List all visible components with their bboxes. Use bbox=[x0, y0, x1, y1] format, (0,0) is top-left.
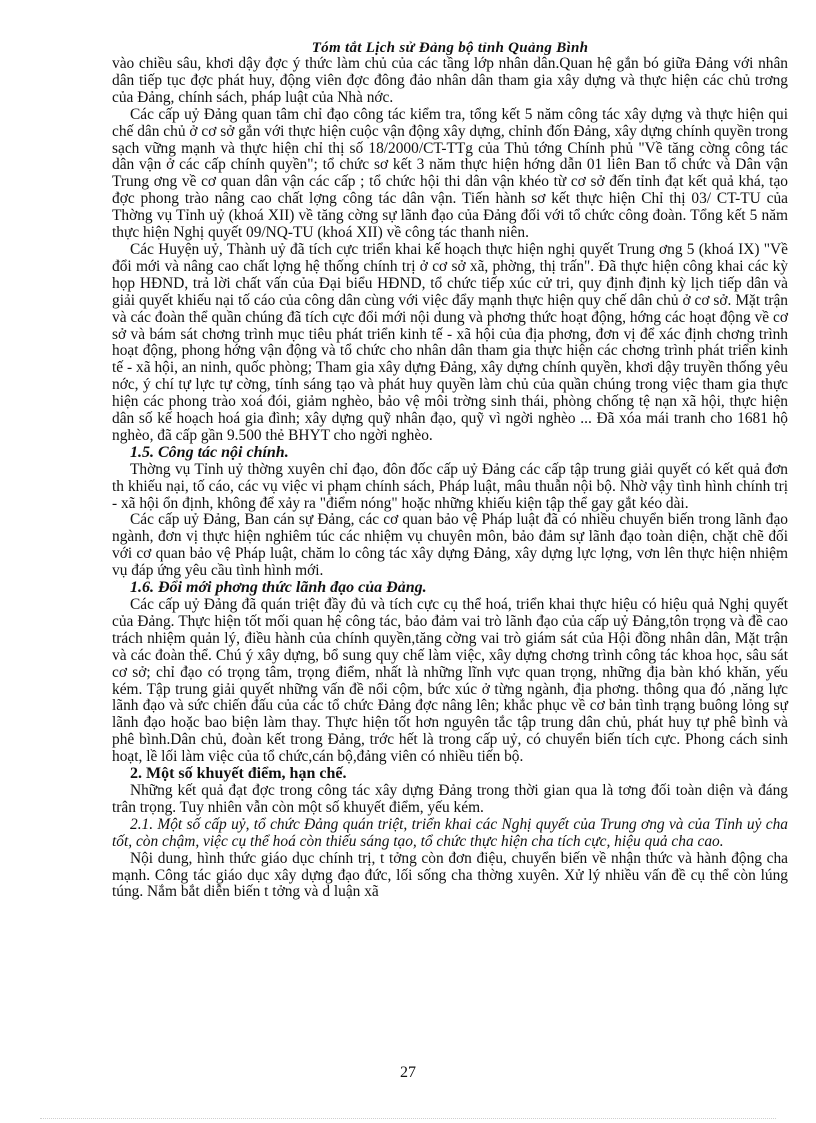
paragraph-standing-committee: Thờng vụ Tỉnh uỷ thờng xuyên chỉ đạo, đôn đốc cấp uỷ Đảng các cấp tập trung giải quyết có kết quả đơn th khiếu nại, tố cáo, các vụ việc vi phạm chính sách, Pháp luật, mâu thuẫn nội bộ. Nhờ vậy tình hình chính trị - xã hội ổn định, không để xảy ra "điểm nóng" hoặc những khiếu kiện tập thể gay gắt kéo dài. bbox=[112, 460, 788, 512]
paragraph-district-committees: Các Huyện uỷ, Thành uỷ đã tích cực triển khai kế hoạch thực hiện nghị quyết Trung ơng 5 (khoá IX) "Về đổi mới và nâng cao chất lợng hệ thống chính trị ở cơ sở xã, phờng, thị trấn". Đã thực hiện công khai các kỳ họp HĐND, trả lời chất vấn của Đại biểu HĐND, tổ chức tiếp xúc cử tri, quy định định kỳ lịch tiếp dân và giải quyết khiếu nại tố cáo của công dân cùng với việc đẩy mạnh thực hiện quy chế dân chủ ở cơ sở. Mặt trận và các đoàn thể quần chúng đã tích cực đổi mới nội dung và phơng thức hoạt động, hớng các hoạt động về cơ sở và bám sát chơng trình mục tiêu phát triển kinh tế - xã hội của địa phơng, đơn vị để xác định chơng trình hoạt động, phong hớng vận động và tổ chức cho nhân dân tham gia thực hiện các chơng trình phát triển kinh tế - xã hội, an ninh, quốc phòng; Tham gia xây dựng Đảng, xây dựng chính quyền, khơi dậy truyền thống yêu nớc, ý chí tự lực tự cờng, tính sáng tạo và phát huy quyền làm chủ của quần chúng trong việc tham gia thực hiện các phong trào xoá đói, giảm nghèo, bảo vệ môi trờng sinh thái, phòng chống tệ nạn xã hội, thực hiện dân số kế hoạch hoá gia đình; xây dựng quỹ nhân đạo, quỹ vì ngời nghèo ... Đã xóa mái tranh cho 1681 hộ nghèo, đã cấp gần 9.500 thẻ BHYT cho ngời nghèo. bbox=[112, 240, 788, 444]
paragraph-continuation: vào chiều sâu, khơi dậy đợc ý thức làm chủ của các tầng lớp nhân dân.Quan hệ gắn bó giữa Đảng với nhân dân tiếp tục đợc phát huy, động viên đợc đông đảo nhân dân tham gia xây dựng và thực hiện các chủ trơng của Đảng, chính sách, pháp luật của Nhà nớc. bbox=[112, 55, 788, 106]
heading-shortcomings: 2. Một số khuyết điểm, hạn chế. bbox=[130, 765, 347, 783]
paragraph-shortcoming-2-1: 2.1. Một số cấp uỷ, tổ chức Đảng quán triệt, triển khai các Nghị quyết của Trung ơng và của Tỉnh uỷ cha tốt, còn chậm, việc cụ thể hoá còn thiếu sáng tạo, tổ chức thực hiện cha tích cực, hiệu quả cha cao. bbox=[112, 815, 788, 850]
paragraph-inspection: Các cấp uỷ Đảng quan tâm chỉ đạo công tác kiểm tra, tổng kết 5 năm công tác xây dựng và thực hiện qui chế dân chủ ở cơ sở gắn với thực hiện cuộc vận động xây dựng, chỉnh đốn Đảng, xây dựng chính quyền trong sạch vững mạnh và thực hiện chỉ thị số 18/2000/CT-TTg của Thủ tớng Chính phủ "Về tăng cờng công tác dân vận ở các cấp chính quyền"; tổ chức sơ kết 3 năm thực hiện hớng dẫn 01 liên Ban tổ chức và Dân vận Trung ơng về cơ quan dân vận các cấp ; tổ chức hội thi dân vận khéo từ cơ sở đến tỉnh đạt kết quả khá, tạo đợc phong trào nâng cao chất lợng công tác dân vận. Tiến hành sơ kết thực hiện Chỉ thị 03/ CT-TU của Thờng vụ Tỉnh uỷ (khoá XII) về tăng cờng sự lãnh đạo của Đảng đối với tổ chức công đoàn. Tổng kết 5 năm thực hiện Nghị quyết 09/NQ-TU (khoá XII) về công tác thanh niên. bbox=[112, 105, 788, 242]
page-number: 27 bbox=[400, 1064, 416, 1081]
page-bottom-divider bbox=[40, 1118, 776, 1119]
document-page bbox=[112, 40, 788, 901]
running-title: Tóm tắt Lịch sử Đảng bộ tỉnh Quảng Bình bbox=[311, 40, 589, 56]
paragraph-results: Những kết quả đạt đợc trong công tác xây dựng Đảng trong thời gian qua là tơng đối toàn diện và đáng trân trọng. Tuy nhiên vẫn còn một số khuyết điểm, yếu kém. bbox=[112, 781, 788, 816]
heading-internal-affairs: 1.5. Công tác nội chính. bbox=[130, 443, 289, 461]
paragraph-leadership: Các cấp uỷ Đảng đã quán triệt đầy đủ và tích cực cụ thể hoá, triển khai thực hiệu có hiệu quả Nghị quyết của Đảng. Thực hiện tốt mối quan hệ công tác, bảo đảm vai trò lãnh đạo của cấp uỷ Đảng,tôn trọng và đề cao trách nhiệm quản lý, điều hành của chính quyền,tăng cờng vai trò giám sát của Hội đồng nhân dân, Mặt trận và các đoàn thể. Chú ý xây dựng, bổ sung quy chế làm việc, xây dựng chơng trình công tác khoa học, sâu sát cơ sở; chỉ đạo có trọng tâm, trọng điểm, nhất là những lĩnh vực quan trọng, những địa bàn khó khăn, yếu kém. Tập trung giải quyết những vấn đề nổi cộm, bức xúc ở từng ngành, địa phơng. thông qua đó ,năng lực lãnh đạo và sức chiến đấu của các tổ chức Đảng đợc nâng lên; khắc phục về cơ bản tình trạng buông lỏng sự lãnh đạo hoặc bao biện làm thay. Thực hiện tốt hơn nguyên tắc tập trung dân chủ, phát huy tự phê bình và phê bình.Dân chủ, đoàn kết trong Đảng, trớc hết là trong cấp uỷ, có chuyển biến tích cực. Phong cách sinh hoạt, lề lối làm việc của tổ chức,cán bộ,đảng viên có nhiều tiến bộ. bbox=[112, 596, 788, 766]
paragraph-law-protection: Các cấp uỷ Đảng, Ban cán sự Đảng, các cơ quan bảo vệ Pháp luật đã có nhiều chuyển biến trong lãnh đạo ngành, đơn vị thực hiện nghiêm túc các nhiệm vụ chuyên môn, bảo đảm sự lãnh đạo toàn diện, chặt chẽ đối với cơ quan bảo vệ Pháp luật, chăm lo công tác xây dựng Đảng, xây dựng lực lợng, vơn lên thực hiện nhiệm vụ đáp ứng yêu cầu tình hình mới. bbox=[112, 511, 788, 580]
heading-leadership-renewal: 1.6. Đổi mới phơng thức lãnh đạo của Đảng. bbox=[130, 579, 427, 597]
paragraph-political-education: Nội dung, hình thức giáo dục chính trị, t tởng còn đơn điệu, chuyển biến về nhận thức và hành động cha mạnh. Công tác giáo dục xây dựng đạo đức, lối sống cha thờng xuyên. Xử lý nhiều vấn đề cụ thể còn lúng túng. Nắm bắt diễn biến t tởng và d luận xã bbox=[112, 849, 788, 901]
